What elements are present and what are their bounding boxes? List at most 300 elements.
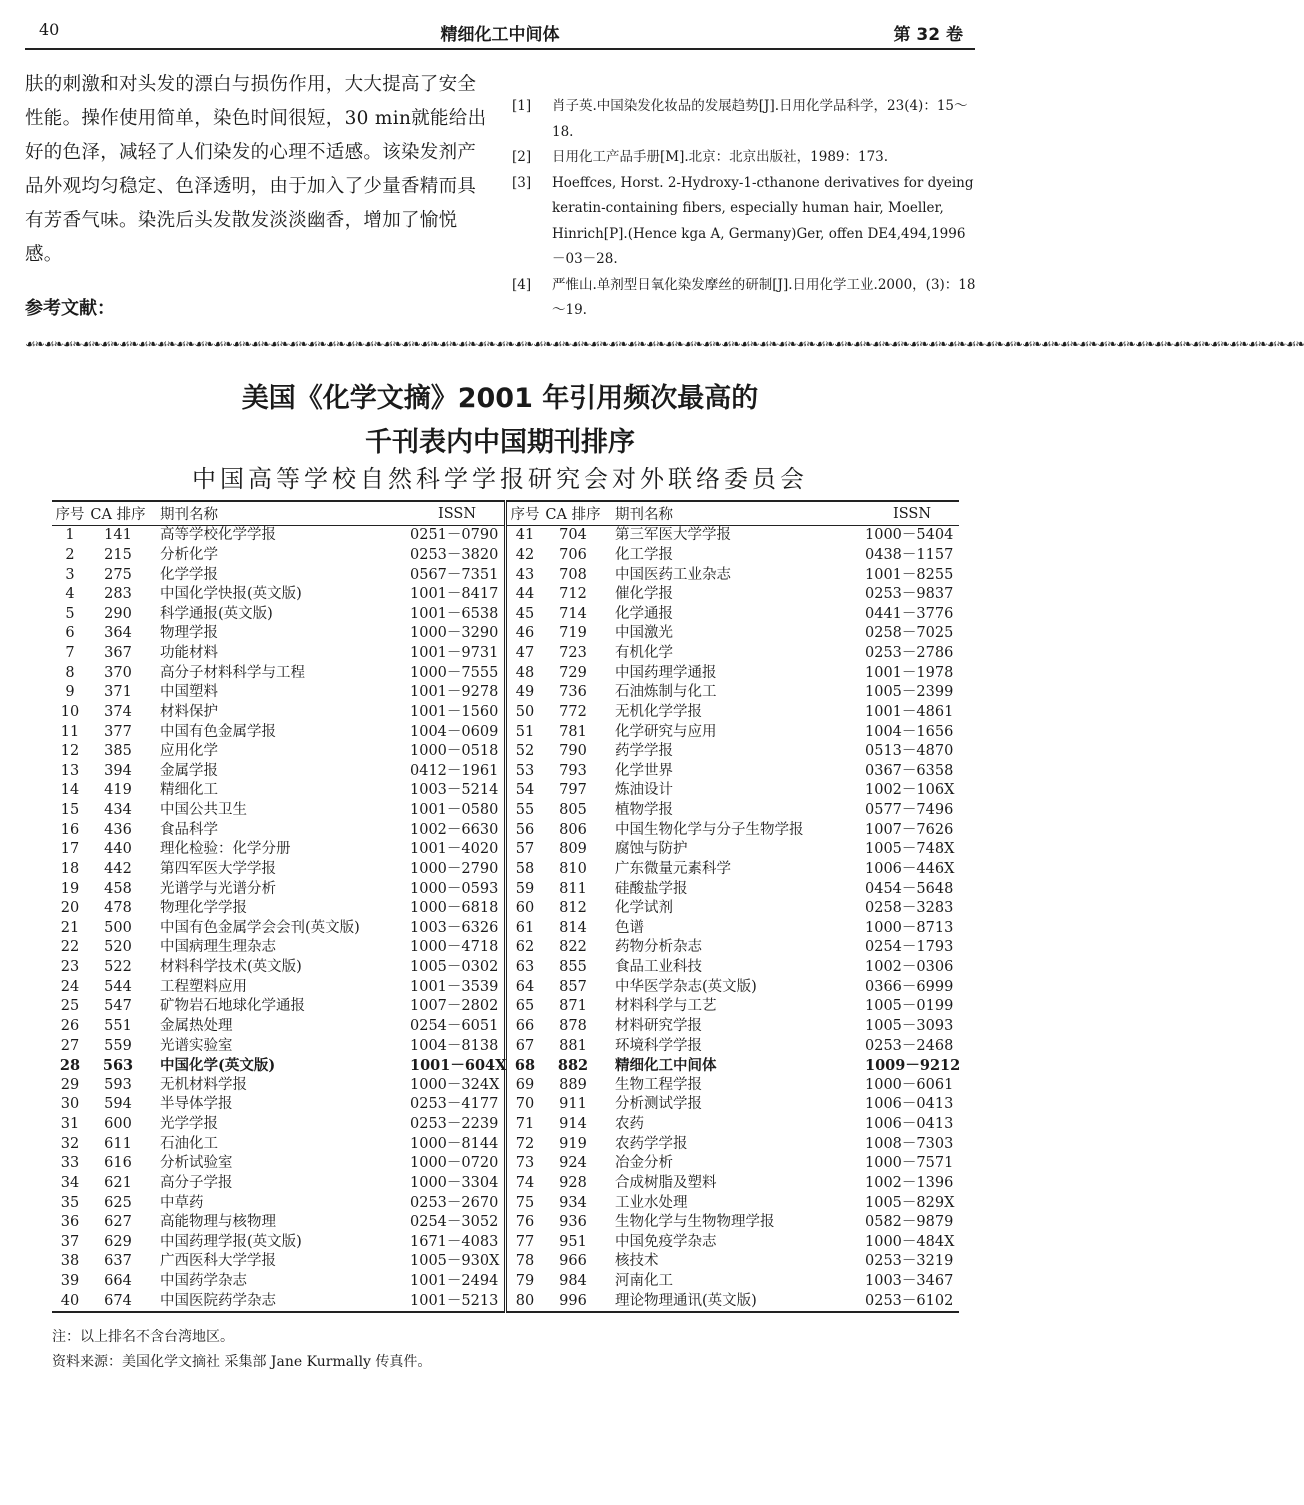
cell-seq: 65 xyxy=(506,997,544,1017)
cell-journal: 材料科学技术(英文版) xyxy=(160,959,302,976)
table-row xyxy=(52,840,959,860)
col-header-issn: ISSN xyxy=(410,501,506,526)
table-row xyxy=(52,624,959,644)
cell-journal: 中国有色金属学报 xyxy=(160,723,276,740)
cell-seq: 10 xyxy=(60,703,80,720)
cell-seq: 34 xyxy=(60,1174,80,1191)
cell-journal: 中国有色金属学会会刊(英文版) xyxy=(160,919,360,936)
table-row xyxy=(52,585,959,605)
cell-issn: 1005－2399 xyxy=(865,684,954,701)
cell-seq: 70 xyxy=(506,1095,544,1115)
reference-number: [3] xyxy=(512,174,532,191)
cell-journal: 中国药理学报(英文版) xyxy=(160,1233,302,1250)
cell-journal: 理论物理通讯(英文版) xyxy=(615,1292,757,1309)
cell-ca-rank: 805 xyxy=(559,802,587,819)
cell-journal: 广东微量元素科学 xyxy=(615,860,731,877)
cell-journal: 中国生物化学与分子生物学报 xyxy=(615,821,804,838)
cell-journal: 半导体学报 xyxy=(160,1096,233,1113)
cell-issn: 0582－9879 xyxy=(865,1214,954,1231)
cell-journal: 色谱 xyxy=(615,919,644,936)
cell-journal: 材料研究学报 xyxy=(615,1017,702,1034)
cell-journal: 中国激光 xyxy=(615,625,673,642)
cell-issn: 1000－0720 xyxy=(410,1155,499,1172)
table-row xyxy=(52,1036,959,1056)
table-row xyxy=(52,997,959,1017)
cell-ca-rank: 919 xyxy=(559,1135,587,1152)
cell-ca-rank: 881 xyxy=(559,1037,587,1054)
cell-seq: 21 xyxy=(60,919,80,936)
cell-seq: 78 xyxy=(506,1252,544,1272)
cell-journal: 中国医院药学杂志 xyxy=(160,1292,276,1309)
cell-issn: 1001－5213 xyxy=(410,1292,499,1309)
cell-journal: 生物化学与生物物理学报 xyxy=(615,1214,775,1231)
cell-issn: 1001－604X xyxy=(410,1057,507,1075)
cell-journal: 精细化工 xyxy=(160,782,218,799)
cell-journal: 理化检验：化学分册 xyxy=(160,841,291,858)
cell-seq: 16 xyxy=(60,821,80,838)
cell-journal: 功能材料 xyxy=(160,645,218,662)
cell-seq: 13 xyxy=(60,762,80,779)
cell-issn: 0513－4870 xyxy=(865,743,954,760)
cell-ca-rank: 436 xyxy=(104,821,132,838)
table-row xyxy=(52,958,959,978)
table-row xyxy=(52,801,959,821)
cell-seq: 68 xyxy=(506,1056,544,1076)
cell-issn: 1000－6061 xyxy=(865,1076,954,1093)
cell-issn: 0412－1961 xyxy=(410,762,499,779)
cell-seq: 77 xyxy=(506,1233,544,1253)
cell-issn: 1007－2802 xyxy=(410,998,499,1015)
cell-issn: 1000－7555 xyxy=(410,664,499,681)
col-header-ca-rank: CA 排序 xyxy=(88,501,148,526)
cell-ca-rank: 781 xyxy=(559,723,587,740)
cell-journal: 生物工程学报 xyxy=(615,1076,702,1093)
cell-issn: 0258－3283 xyxy=(865,900,954,917)
cell-ca-rank: 996 xyxy=(559,1292,587,1309)
cell-ca-rank: 822 xyxy=(559,939,587,956)
cell-seq: 26 xyxy=(60,1017,80,1034)
cell-ca-rank: 478 xyxy=(104,900,132,917)
cell-ca-rank: 364 xyxy=(104,625,132,642)
cell-issn: 1005－748X xyxy=(865,841,955,858)
cell-seq: 71 xyxy=(506,1115,544,1135)
ranking-table-wrapper xyxy=(52,500,961,1313)
cell-journal: 光学学报 xyxy=(160,1116,218,1133)
cell-issn: 0441－3776 xyxy=(865,605,954,622)
cell-journal: 光谱学与光谱分析 xyxy=(160,880,276,897)
col-header-ca-rank: CA 排序 xyxy=(543,501,603,526)
cell-seq: 20 xyxy=(60,900,80,917)
table-row xyxy=(52,663,959,683)
cell-issn: 1001－0580 xyxy=(410,802,499,819)
cell-ca-rank: 809 xyxy=(559,841,587,858)
reference-text: 日用化工产品手册[M].北京：北京出版社，1989：173. xyxy=(552,149,889,165)
table-row xyxy=(52,919,959,939)
cell-issn: 0253－3219 xyxy=(865,1253,954,1270)
cell-ca-rank: 385 xyxy=(104,743,132,760)
cell-journal: 核技术 xyxy=(615,1253,659,1270)
table-row xyxy=(52,762,959,782)
cell-seq: 79 xyxy=(506,1272,544,1292)
cell-ca-rank: 911 xyxy=(559,1096,587,1113)
cell-ca-rank: 600 xyxy=(104,1116,132,1133)
cell-ca-rank: 984 xyxy=(559,1273,587,1290)
table-row xyxy=(52,820,959,840)
cell-ca-rank: 966 xyxy=(559,1253,587,1270)
cell-ca-rank: 625 xyxy=(104,1194,132,1211)
cell-ca-rank: 547 xyxy=(104,998,132,1015)
cell-issn: 1001－8255 xyxy=(865,566,954,583)
table-row xyxy=(52,605,959,625)
cell-seq: 12 xyxy=(60,743,80,760)
cell-issn: 1000－3304 xyxy=(410,1174,499,1191)
cell-ca-rank: 141 xyxy=(104,527,132,544)
cell-issn: 1002－0306 xyxy=(865,959,954,976)
cell-issn: 1001－2494 xyxy=(410,1273,499,1290)
cell-seq: 43 xyxy=(506,565,544,585)
table-row xyxy=(52,1291,959,1312)
cell-seq: 56 xyxy=(506,820,544,840)
cell-ca-rank: 914 xyxy=(559,1116,587,1133)
cell-issn: 1002－106X xyxy=(865,782,955,799)
cell-journal: 催化学报 xyxy=(615,586,673,603)
cell-seq: 51 xyxy=(506,722,544,742)
cell-issn: 0366－6999 xyxy=(865,978,954,995)
cell-journal: 化学通报 xyxy=(615,605,673,622)
cell-seq: 69 xyxy=(506,1076,544,1096)
cell-seq: 46 xyxy=(506,624,544,644)
cell-journal: 金属热处理 xyxy=(160,1017,233,1034)
cell-journal: 中华医学杂志(英文版) xyxy=(615,978,757,995)
cell-journal: 炼油设计 xyxy=(615,782,673,799)
cell-issn: 1001－8417 xyxy=(410,586,499,603)
cell-seq: 57 xyxy=(506,840,544,860)
cell-journal: 合成树脂及塑料 xyxy=(615,1174,717,1191)
cell-ca-rank: 593 xyxy=(104,1076,132,1093)
cell-journal: 金属学报 xyxy=(160,762,218,779)
cell-issn: 0567－7351 xyxy=(410,566,499,583)
article-title-line1: 美国《化学文摘》2001 年引用频次最高的 xyxy=(241,383,759,414)
cell-journal: 工程塑料应用 xyxy=(160,978,247,995)
cell-journal: 光谱实验室 xyxy=(160,1037,233,1054)
cell-seq: 5 xyxy=(65,605,75,622)
col-header-journal: 期刊名称 xyxy=(148,501,410,526)
cell-seq: 44 xyxy=(506,585,544,605)
reference-item xyxy=(512,171,978,273)
cell-seq: 41 xyxy=(506,526,544,546)
cell-seq: 30 xyxy=(60,1096,80,1113)
table-row xyxy=(52,1154,959,1174)
cell-ca-rank: 729 xyxy=(559,664,587,681)
cell-issn: 1004－8138 xyxy=(410,1037,499,1054)
cell-issn: 1000－8144 xyxy=(410,1135,499,1152)
cell-journal: 物理学报 xyxy=(160,625,218,642)
cell-issn: 1000－0593 xyxy=(410,880,499,897)
cell-seq: 22 xyxy=(60,939,80,956)
cell-journal: 工业水处理 xyxy=(615,1194,688,1211)
cell-journal: 中国药学杂志 xyxy=(160,1273,247,1290)
cell-ca-rank: 772 xyxy=(559,703,587,720)
cell-seq: 15 xyxy=(60,802,80,819)
reference-text: 严惟山.单剂型日氧化染发摩丝的研制[J].日用化学工业.2000，(3)：18～19. xyxy=(552,276,976,318)
cell-journal: 无机材料学报 xyxy=(160,1076,247,1093)
cell-journal: 高分子学报 xyxy=(160,1174,233,1191)
cell-seq: 37 xyxy=(60,1233,80,1250)
cell-journal: 农药 xyxy=(615,1116,644,1133)
cell-seq: 58 xyxy=(506,860,544,880)
cell-ca-rank: 723 xyxy=(559,645,587,662)
cell-issn: 0253－2786 xyxy=(865,645,954,662)
cell-ca-rank: 793 xyxy=(559,762,587,779)
cell-ca-rank: 290 xyxy=(104,605,132,622)
cell-journal: 中国病理生理杂志 xyxy=(160,939,276,956)
cell-ca-rank: 806 xyxy=(559,821,587,838)
cell-issn: 1001－1560 xyxy=(410,703,499,720)
cell-seq: 75 xyxy=(506,1193,544,1213)
cell-journal: 材料保护 xyxy=(160,703,218,720)
cell-ca-rank: 559 xyxy=(104,1037,132,1054)
cell-seq: 73 xyxy=(506,1154,544,1174)
cell-journal: 第三军医大学学报 xyxy=(615,527,731,544)
cell-seq: 52 xyxy=(506,742,544,762)
journal-title: 精细化工中间体 xyxy=(440,25,560,45)
cell-ca-rank: 889 xyxy=(559,1076,587,1093)
cell-journal: 食品科学 xyxy=(160,821,218,838)
cell-journal: 环境科学学报 xyxy=(615,1037,702,1054)
cell-ca-rank: 871 xyxy=(559,998,587,1015)
cell-seq: 50 xyxy=(506,703,544,723)
cell-ca-rank: 928 xyxy=(559,1174,587,1191)
volume-label: 第 32 卷 xyxy=(893,25,963,45)
cell-seq: 14 xyxy=(60,782,80,799)
cell-journal: 药物分析杂志 xyxy=(615,939,702,956)
cell-issn: 1004－1656 xyxy=(865,723,954,740)
cell-seq: 61 xyxy=(506,919,544,939)
cell-seq: 48 xyxy=(506,663,544,683)
table-row xyxy=(52,860,959,880)
cell-ca-rank: 442 xyxy=(104,860,132,877)
table-row xyxy=(52,683,959,703)
cell-ca-rank: 951 xyxy=(559,1233,587,1250)
cell-issn: 1001－4861 xyxy=(865,703,954,720)
cell-seq: 29 xyxy=(60,1076,80,1093)
table-row xyxy=(52,781,959,801)
cell-ca-rank: 712 xyxy=(559,586,587,603)
cell-journal: 有机化学 xyxy=(615,645,673,662)
cell-journal: 化学研究与应用 xyxy=(615,723,717,740)
cell-issn: 0367－6358 xyxy=(865,762,954,779)
cell-ca-rank: 367 xyxy=(104,645,132,662)
table-row xyxy=(52,526,959,546)
cell-ca-rank: 500 xyxy=(104,919,132,936)
cell-ca-rank: 215 xyxy=(104,546,132,563)
cell-issn: 1000－0518 xyxy=(410,743,499,760)
cell-ca-rank: 674 xyxy=(104,1292,132,1309)
cell-issn: 1005－829X xyxy=(865,1194,955,1211)
cell-ca-rank: 616 xyxy=(104,1155,132,1172)
cell-issn: 1671－4083 xyxy=(410,1233,499,1250)
reference-list xyxy=(512,94,978,324)
cell-seq: 54 xyxy=(506,781,544,801)
cell-seq: 7 xyxy=(65,645,75,662)
table-note: 注：以上排名不含台湾地区。 xyxy=(52,1329,234,1345)
cell-ca-rank: 629 xyxy=(104,1233,132,1250)
cell-journal: 中国塑料 xyxy=(160,684,218,701)
reference-number: [2] xyxy=(512,149,532,165)
table-row xyxy=(52,1213,959,1233)
cell-issn: 1001－3539 xyxy=(410,978,499,995)
cell-issn: 0253－4177 xyxy=(410,1096,499,1113)
cell-journal: 矿物岩石地球化学通报 xyxy=(160,998,305,1015)
cell-journal: 化学学报 xyxy=(160,566,218,583)
cell-seq: 9 xyxy=(65,684,75,701)
cell-issn: 0253－2468 xyxy=(865,1037,954,1054)
cell-seq: 76 xyxy=(506,1213,544,1233)
cell-journal: 科学通报(英文版) xyxy=(160,605,273,622)
cell-journal: 中国免疫学杂志 xyxy=(615,1233,717,1250)
cell-journal: 石油化工 xyxy=(160,1135,218,1152)
table-row xyxy=(52,899,959,919)
table-row xyxy=(52,938,959,958)
cell-ca-rank: 934 xyxy=(559,1194,587,1211)
cell-seq: 24 xyxy=(60,978,80,995)
cell-issn: 1002－1396 xyxy=(865,1174,954,1191)
table-row xyxy=(52,1115,959,1135)
cell-issn: 1001－4020 xyxy=(410,841,499,858)
cell-ca-rank: 857 xyxy=(559,978,587,995)
cell-ca-rank: 371 xyxy=(104,684,132,701)
cell-seq: 28 xyxy=(59,1057,81,1075)
cell-journal: 腐蚀与防护 xyxy=(615,841,688,858)
cell-seq: 59 xyxy=(506,879,544,899)
cell-journal: 硅酸盐学报 xyxy=(615,880,688,897)
cell-seq: 23 xyxy=(60,959,80,976)
cell-seq: 8 xyxy=(65,664,75,681)
table-row xyxy=(52,1134,959,1154)
cell-ca-rank: 878 xyxy=(559,1017,587,1034)
cell-journal: 第四军医大学学报 xyxy=(160,860,276,877)
table-header-row xyxy=(52,501,959,526)
cell-seq: 4 xyxy=(65,586,75,603)
cell-seq: 53 xyxy=(506,762,544,782)
cell-issn: 1000－4718 xyxy=(410,939,499,956)
table-row xyxy=(52,546,959,566)
cell-journal: 高能物理与核物理 xyxy=(160,1214,276,1231)
col-header-seq: 序号 xyxy=(506,501,544,526)
cell-journal: 分析测试学报 xyxy=(615,1096,702,1113)
cell-ca-rank: 719 xyxy=(559,625,587,642)
reference-item xyxy=(512,145,978,171)
article-subtitle: 中国高等学校自然科学学报研究会对外联络委员会 xyxy=(192,465,808,493)
cell-seq: 6 xyxy=(65,625,75,642)
table-row xyxy=(52,742,959,762)
cell-issn: 1008－7303 xyxy=(865,1135,954,1152)
cell-ca-rank: 419 xyxy=(104,782,132,799)
cell-issn: 1001－9731 xyxy=(410,645,499,662)
cell-issn: 0251－0790 xyxy=(410,527,499,544)
cell-journal: 食品工业科技 xyxy=(615,959,702,976)
cell-journal: 中国化学快报(英文版) xyxy=(160,586,302,603)
table-row xyxy=(52,1233,959,1253)
cell-seq: 45 xyxy=(506,605,544,625)
cell-ca-rank: 797 xyxy=(559,782,587,799)
cell-issn: 0253－2670 xyxy=(410,1194,499,1211)
cell-issn: 1000－6818 xyxy=(410,900,499,917)
cell-issn: 1003－3467 xyxy=(865,1273,954,1290)
cell-issn: 0253－2239 xyxy=(410,1116,499,1133)
page-header xyxy=(25,0,975,50)
cell-seq: 17 xyxy=(60,841,80,858)
table-row xyxy=(52,565,959,585)
cell-ca-rank: 283 xyxy=(104,586,132,603)
cell-ca-rank: 855 xyxy=(559,959,587,976)
cell-ca-rank: 627 xyxy=(104,1214,132,1231)
cell-journal: 化工学报 xyxy=(615,546,673,563)
cell-seq: 25 xyxy=(60,998,80,1015)
cell-journal: 物理化学学报 xyxy=(160,900,247,917)
cell-ca-rank: 706 xyxy=(559,546,587,563)
cell-ca-rank: 704 xyxy=(559,527,587,544)
cell-issn: 1000－2790 xyxy=(410,860,499,877)
reference-item xyxy=(512,94,978,145)
cell-ca-rank: 377 xyxy=(104,723,132,740)
cell-ca-rank: 810 xyxy=(559,860,587,877)
cell-ca-rank: 736 xyxy=(559,684,587,701)
cell-seq: 3 xyxy=(65,566,75,583)
cell-ca-rank: 621 xyxy=(104,1174,132,1191)
cell-issn: 1001－6538 xyxy=(410,605,499,622)
cell-journal: 化学世界 xyxy=(615,762,673,779)
reference-item xyxy=(512,273,978,324)
cell-seq: 55 xyxy=(506,801,544,821)
cell-issn: 1004－0609 xyxy=(410,723,499,740)
reference-number: [4] xyxy=(512,276,532,293)
cell-journal: 应用化学 xyxy=(160,743,218,760)
cell-journal: 中国化学(英文版) xyxy=(160,1057,276,1075)
cell-issn: 1001－9278 xyxy=(410,684,499,701)
cell-issn: 1001－1978 xyxy=(865,664,954,681)
table-body xyxy=(52,526,959,1313)
cell-issn: 1006－446X xyxy=(865,860,955,877)
cell-seq: 18 xyxy=(60,860,80,877)
cell-ca-rank: 394 xyxy=(104,762,132,779)
cell-seq: 27 xyxy=(60,1037,80,1054)
cell-journal: 中草药 xyxy=(160,1194,204,1211)
cell-journal: 药学学报 xyxy=(615,743,673,760)
cell-seq: 40 xyxy=(60,1292,80,1309)
cell-seq: 38 xyxy=(60,1253,80,1270)
cell-ca-rank: 563 xyxy=(102,1057,134,1075)
cell-issn: 1003－5214 xyxy=(410,782,499,799)
cell-ca-rank: 594 xyxy=(104,1096,132,1113)
cell-seq: 62 xyxy=(506,938,544,958)
cell-seq: 64 xyxy=(506,977,544,997)
cell-ca-rank: 664 xyxy=(104,1273,132,1290)
cell-seq: 32 xyxy=(60,1135,80,1152)
cell-ca-rank: 275 xyxy=(104,566,132,583)
cell-seq: 67 xyxy=(506,1036,544,1056)
cell-ca-rank: 458 xyxy=(104,880,132,897)
table-row xyxy=(52,977,959,997)
cell-ca-rank: 374 xyxy=(104,703,132,720)
cell-issn: 1000－8713 xyxy=(865,919,954,936)
cell-ca-rank: 714 xyxy=(559,605,587,622)
cell-seq: 63 xyxy=(506,958,544,978)
table-row xyxy=(52,1193,959,1213)
cell-seq: 39 xyxy=(60,1273,80,1290)
cell-issn: 0577－7496 xyxy=(865,802,954,819)
article-end-paragraph: 肤的刺激和对头发的漂白与损伤作用，大大提高了安全性能。操作使用简单，染色时间很短，30 min就能给出好的色泽，减轻了人们染发的心理不适感。该染发剂产品外观均匀稳定、色泽透明，由于加入了少量香精而具有芳香气味。染洗后头发散发淡淡幽香，增加了愉悦感。 xyxy=(25,74,487,265)
